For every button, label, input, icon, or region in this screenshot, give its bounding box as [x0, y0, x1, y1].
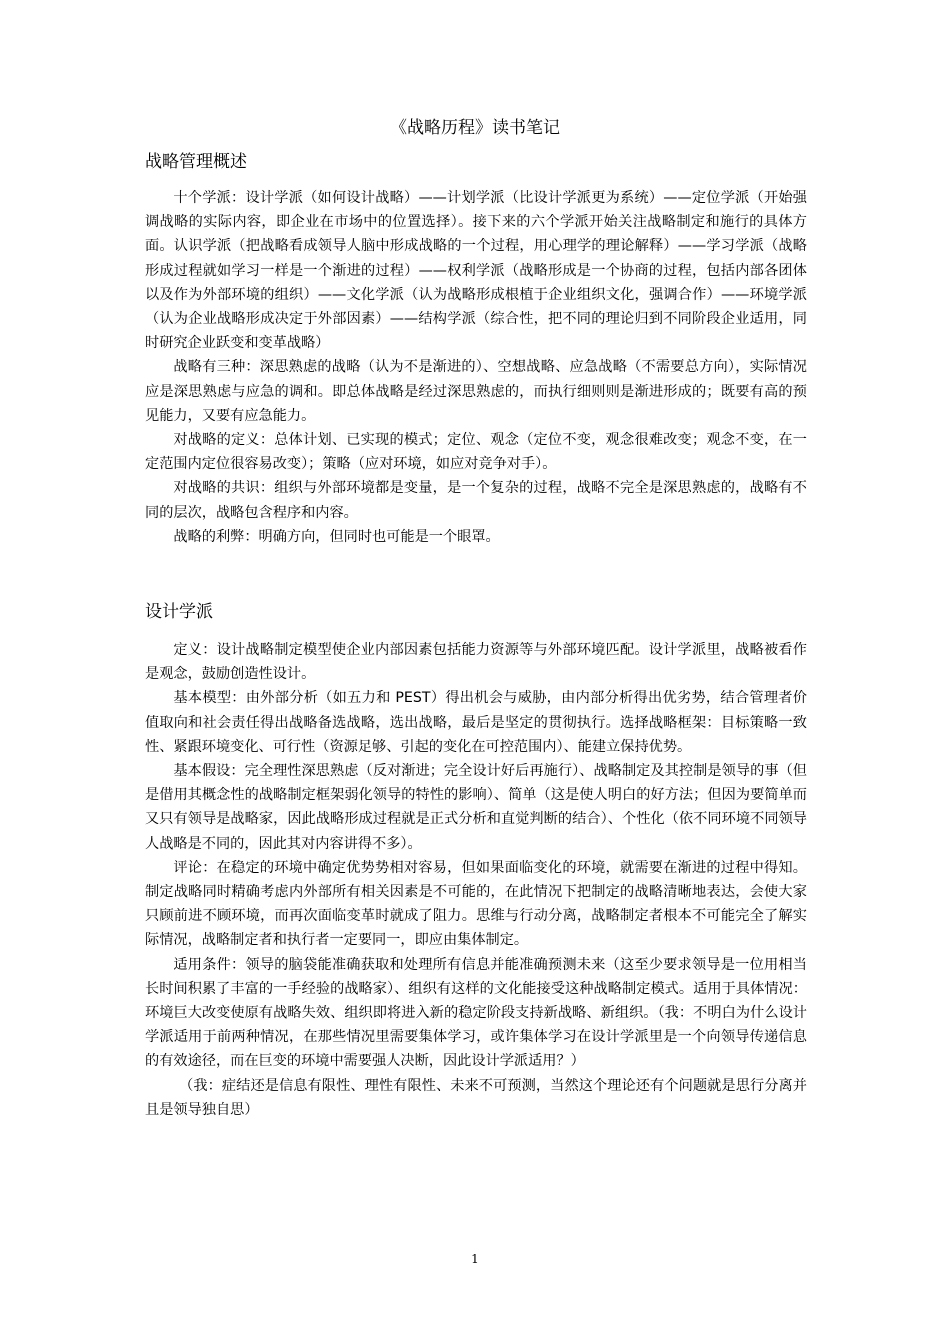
paragraph: 定义：设计战略制定模型使企业内部因素包括能力资源等与外部环境匹配。设计学派里，战略被看作是观念，鼓励创造性设计。 — [145, 642, 807, 683]
section-heading-overview: 战略管理概述 — [145, 152, 247, 172]
paragraph: 基本模型：由外部分析（如五力和 PEST）得出机会与威胁，由内部分析得出优劣势，结合管理者价值取向和社会责任得出战略备选战略，选出战略，最后是坚定的贯彻执行。选择战略框架：目标策略一致性、紧跟环境变化、可行性（资源足够、引起的变化在可控范围内）、能建立保持优势。 — [145, 690, 807, 755]
section-design-school-body — [145, 638, 807, 1122]
section-overview-body — [145, 186, 807, 549]
paragraph: 战略的利弊：明确方向，但同时也可能是一个眼罩。 — [173, 528, 500, 545]
paragraph: 适用条件：领导的脑袋能准确获取和处理所有信息并能准确预测未来（这至少要求领导是一位用相当长时间积累了丰富的一手经验的战略家）、组织有这样的文化能接受这种战略制定模式。适用于具体情况：环境巨大改变使原有战略失效、组织即将进入新的稳定阶段支持新战略、新组织。（我：不明白为什么设计学派适用于前两种情况，在那些情况里需要集体学习，或许集体学习在设计学派里是一个向领导传递信息的有效途径，而在巨变的环境中需要强人决断，因此设计学派适用？） — [145, 956, 807, 1070]
document-title: 《战略历程》读书笔记 — [390, 118, 560, 138]
paragraph: 基本假设：完全理性深思熟虑（反对渐进；完全设计好后再施行）、战略制定及其控制是领导的事（但是借用其概念性的战略制定框架弱化领导的特性的影响）、简单（这是使人明白的好方法；但因为要简单而又只有领导是战略家，因此战略形成过程就是正式分析和直觉判断的结合）、个性化（依不同环境不同领导人战略是不同的，因此其对内容讲得不多）。 — [145, 763, 807, 852]
section-heading-design-school: 设计学派 — [145, 602, 213, 622]
paragraph: （我：症结还是信息有限性、理性有限性、未来不可预测，当然这个理论还有个问题就是思行分离并且是领导独自思） — [145, 1077, 807, 1118]
paragraph: 战略有三种：深思熟虑的战略（认为不是渐进的）、空想战略、应急战略（不需要总方向），实际情况应是深思熟虑与应急的调和。即总体战略是经过深思熟虑的，而执行细则则是渐进形成的；既要有高的预见能力，又要有应急能力。 — [145, 359, 807, 424]
paragraph: 十个学派：设计学派（如何设计战略）——计划学派（比设计学派更为系统）——定位学派（开始强调战略的实际内容，即企业在市场中的位置选择）。接下来的六个学派开始关注战略制定和施行的具体方面。认识学派（把战略看成领导人脑中形成战略的一个过程，用心理学的理论解释）——学习学派（战略形成过程就如学习一样是一个渐进的过程）——权利学派（战略形成是一个协商的过程，包括内部各团体以及作为外部环境的组织）——文化学派（认为战略形成根植于企业组织文化，强调合作）——环境学派（认为企业战略形成决定于外部因素）——结构学派（综合性，把不同的理论归到不同阶段企业适用，同时研究企业跃变和变革战略） — [145, 190, 807, 352]
paragraph: 对战略的定义：总体计划、已实现的模式；定位、观念（定位不变，观念很难改变；观念不变，在一定范围内定位很容易改变）；策略（应对环境，如应对竞争对手）。 — [145, 432, 807, 473]
paragraph: 评论：在稳定的环境中确定优势势相对容易，但如果面临变化的环境，就需要在渐进的过程中得知。制定战略同时精确考虑内外部所有相关因素是不可能的，在此情况下把制定的战略清晰地表达，会使大家只顾前进不顾环境，而再次面临变革时就成了阻力。思维与行动分离，战略制定者根本不可能完全了解实际情况，战略制定者和执行者一定要同一，即应由集体制定。 — [145, 859, 807, 949]
paragraph: 对战略的共识：组织与外部环境都是变量，是一个复杂的过程，战略不完全是深思熟虑的，战略有不同的层次，战略包含程序和内容。 — [145, 480, 807, 521]
page-number: 1 — [471, 1252, 479, 1266]
